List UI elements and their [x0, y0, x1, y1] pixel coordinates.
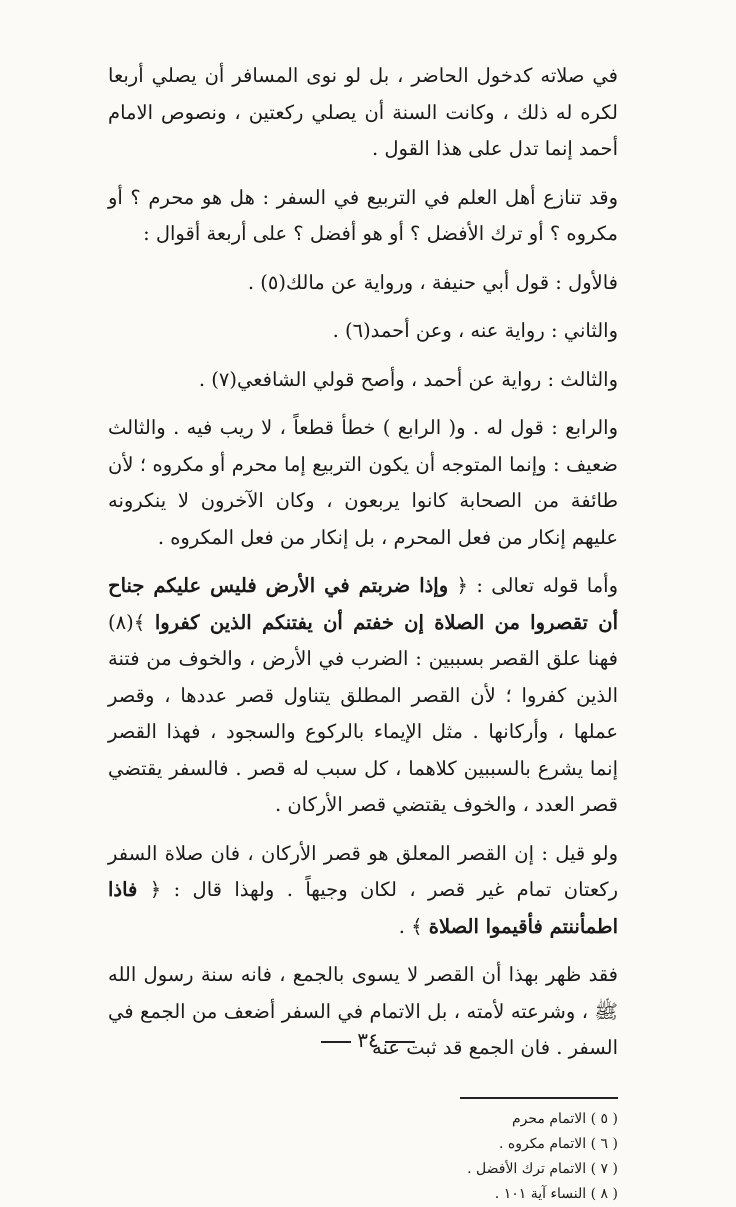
page-number [0, 1028, 736, 1052]
paragraph-8 [108, 836, 618, 946]
paragraph-7-body: ﴾(٨) فهنا علق القصر بسببين : الضرب في الأرض ، والخوف من فتنة الذين كفروا ؛ لأن القصر المطلق يتناول قصر عددها ، وقصر عملها ، وأركانها . مثل الإيماء بالركوع والسجود ، فهذا القصر إنما يشرع بالسببين كلاهما ، كل سبب له قصر . فالسفر يقتضي قصر العدد ، والخوف يقتضي قصر الأركان . [108, 610, 618, 816]
paragraph-3: فالأول : قول أبي حنيفة ، ورواية عن مالك(٥) . [247, 270, 618, 294]
paragraph-4: والثاني : رواية عنه ، وعن أحمد(٦) . [332, 319, 618, 342]
quran-verse-2: فاذا اطمأننتم فأقيموا الصلاة [108, 878, 618, 938]
paragraph-6: والرابع : قول له . و( الرابع ) خطأ قطعاً ، لا ريب فيه . والثالث ضعيف : وإنما المتوجه أن يكون التربيع إما محرم أو مكروه ؛ لأن طائفة من الصحابة كانوا يربعون ، وكان الآخرون لا ينكرونه عليهم إنكار من فعل المحرم ، بل إنكار من فعل المكروه . [108, 416, 618, 549]
page-number-dash-left [321, 1041, 351, 1043]
paragraph-9: فقد ظهر بهذا أن القصر لا يسوى بالجمع ، فانه سنة رسول الله ﷺ ، وشرعته لأمته ، بل الاتمام في السفر أضعف من الجمع في السفر . فان الجمع قد ثبت عنه [108, 963, 618, 1059]
paragraph-5: والثالث : رواية عن أحمد ، وأصح قولي الشافعي(٧) . [198, 367, 618, 391]
footnotes [108, 1107, 618, 1207]
paragraph-1: في صلاته كدخول الحاضر ، بل لو نوى المسافر أن يصلي أربعا لكره له ذلك ، وكانت السنة أن يصلي ركعتين ، ونصوص الامام أحمد إنما تدل على هذا القول . [108, 64, 618, 160]
paragraph-7 [108, 568, 618, 824]
paragraph-8-end: ﴾ . [398, 914, 429, 938]
footnote-7: ( ٧ ) الاتمام ترك الأفضل . [467, 1160, 618, 1177]
page-number-value: ٣٤ [357, 1028, 379, 1052]
quran-verse-1: وإذا ضربتم في الأرض فليس عليكم جناح أن تقصروا من الصلاة إن خفتم أن يفتنكم الذين كفروا [108, 574, 618, 634]
footnote-8: ( ٨ ) النساء آية ١٠١ . [494, 1185, 618, 1202]
paragraph-8-intro: ولو قيل : إن القصر المعلق هو قصر الأركان ، فان صلاة السفر ركعتان تمام غير قصر ، لكان وجيهاً . ولهذا قال : ﴿ [108, 841, 618, 901]
footnote-5: ( ٥ ) الاتمام محرم [512, 1110, 618, 1127]
footnote-6: ( ٦ ) الاتمام مكروه . [498, 1135, 618, 1152]
footnote-divider [460, 1097, 618, 1099]
paragraph-7-intro: وأما قوله تعالى : ﴿ [448, 574, 618, 597]
page-number-dash-right [385, 1041, 415, 1043]
paragraph-2: وقد تنازع أهل العلم في التربيع في السفر : هل هو محرم ؟ أو مكروه ؟ أو ترك الأفضل ؟ أو هو أفضل ؟ على أربعة أقوال : [108, 185, 618, 245]
